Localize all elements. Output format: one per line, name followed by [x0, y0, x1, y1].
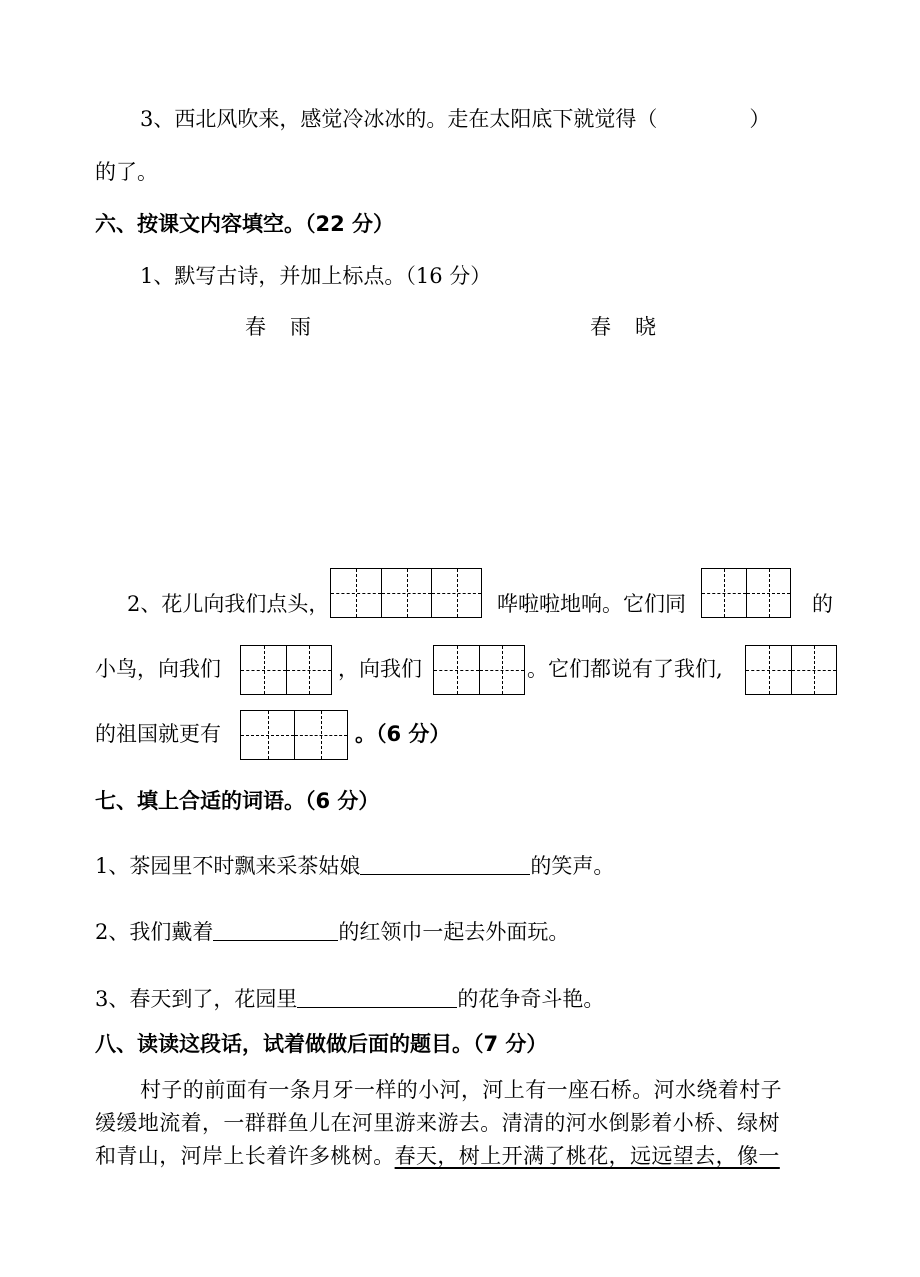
s7-item3: [95, 985, 604, 1013]
s8-para-line3-underlined: 春天，树上开满了桃花，远远望去，像一: [394, 1144, 780, 1168]
s6-item2-c: 的: [812, 592, 833, 616]
writing-grid-5[interactable]: [745, 645, 837, 695]
s8-para-line2: 缓缓地流着，一群群鱼儿在河里游来游去。清清的河水倒影着小桥、绿树: [95, 1111, 780, 1135]
grid-cell[interactable]: [746, 646, 791, 694]
poem1-title: 春雨: [245, 315, 335, 339]
answer-blank-1[interactable]: [360, 852, 530, 875]
grid-cell[interactable]: [331, 569, 381, 617]
s6-item2-h: 。（6 分）: [355, 722, 451, 746]
writing-grid-1[interactable]: [330, 568, 482, 618]
grid-cell[interactable]: [381, 569, 431, 617]
s6-item2-d: 小鸟，向我们: [95, 657, 221, 681]
answer-blank-2[interactable]: [213, 918, 338, 941]
grid-cell[interactable]: [286, 646, 331, 694]
s7-item2: [95, 918, 569, 946]
poem2-title: 春晓: [590, 315, 680, 339]
grid-cell[interactable]: [746, 569, 790, 617]
s7-item1-pre: 1、茶园里不时飘来采茶姑娘: [95, 854, 361, 878]
s7-item3-pre: 3、春天到了，花园里: [95, 987, 298, 1011]
s7-item1-post: 的笑声。: [530, 854, 615, 878]
writing-grid-6[interactable]: [240, 710, 348, 760]
grid-cell[interactable]: [434, 646, 479, 694]
q5-item3-line2: [95, 158, 158, 186]
answer-blank-3[interactable]: [297, 985, 457, 1008]
q5-item3-text-end: 的了。: [95, 160, 158, 184]
s6-item2-e: ，向我们: [338, 657, 422, 681]
grid-cell[interactable]: [702, 569, 746, 617]
s8-para-line3-plain: 和青山，河岸上长着许多桃树。: [95, 1144, 395, 1168]
section6-item1: 1、默写古诗，并加上标点。（16 分）: [140, 264, 492, 288]
s6-item2-b: 哗啦啦地响。它们同: [497, 592, 686, 616]
q5-item3-paren-close: ）: [749, 107, 771, 131]
q5-item3-line1: [140, 105, 770, 133]
writing-grid-2[interactable]: [701, 568, 791, 618]
s6-item2-a: 2、花儿向我们点头，: [127, 592, 330, 616]
s7-item2-post: 的红领巾一起去外面玩。: [338, 920, 570, 944]
s7-item2-pre: 2、我们戴着: [95, 920, 214, 944]
grid-cell[interactable]: [241, 646, 286, 694]
grid-cell[interactable]: [431, 569, 481, 617]
s8-para-line3: [95, 1142, 780, 1170]
grid-cell[interactable]: [241, 711, 294, 759]
s6-item2-g: 的祖国就更有: [95, 722, 221, 746]
section8-heading: 八、读读这段话，试着做做后面的题目。（7 分）: [95, 1032, 548, 1056]
s6-item2-f: 。它们都说有了我们,: [527, 657, 723, 681]
s7-item3-post: 的花争奇斗艳。: [457, 987, 605, 1011]
grid-cell[interactable]: [479, 646, 524, 694]
section7-heading: 七、填上合适的词语。（6 分）: [95, 789, 380, 813]
writing-grid-3[interactable]: [240, 645, 332, 695]
s8-para-line1: 村子的前面有一条月牙一样的小河，河上有一座石桥。河水绕着村子: [140, 1078, 782, 1102]
writing-grid-4[interactable]: [433, 645, 525, 695]
section6-heading: 六、按课文内容填空。（22 分）: [95, 212, 395, 236]
grid-cell[interactable]: [791, 646, 836, 694]
q5-item3-text: 3、西北风吹来，感觉冷冰冰的。走在太阳底下就觉得（: [140, 107, 658, 131]
s7-item1: [95, 852, 614, 880]
grid-cell[interactable]: [294, 711, 347, 759]
